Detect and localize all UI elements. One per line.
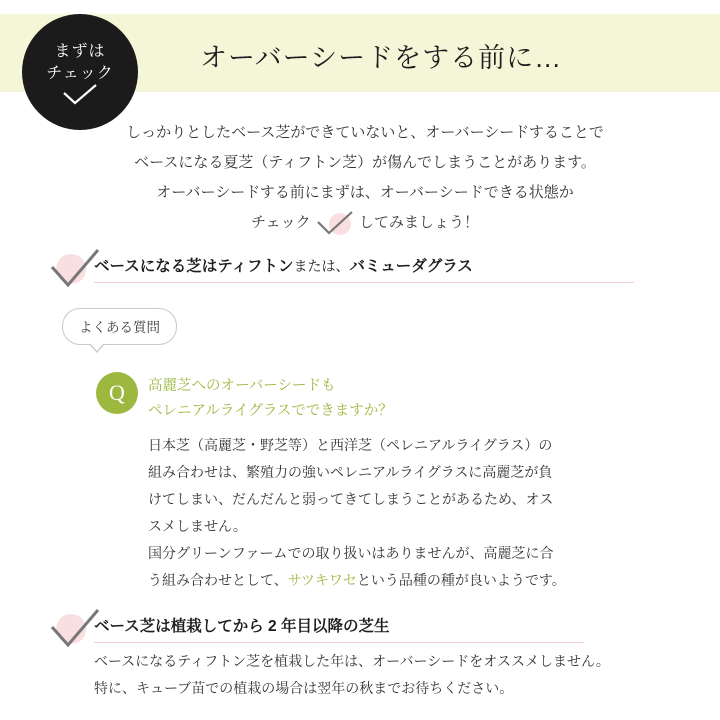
faq-bubble xyxy=(62,308,177,345)
intro-line-2: ベースになる夏芝（ティフトン芝）が傷んでしまうことがあります。 xyxy=(134,154,596,171)
body-line-2: 特に、キューブ苗での植栽の場合は翌年の秋までお待ちください。 xyxy=(94,680,514,696)
intro-line-4-after: してみましょう！ xyxy=(358,214,479,231)
section-title-bold: ベースになる芝はティフトン xyxy=(94,258,294,275)
check-icon xyxy=(62,84,98,106)
section-title xyxy=(94,254,473,276)
section-underline xyxy=(94,282,634,283)
badge-label-line1: まずは xyxy=(54,43,106,60)
faq-answer-line-6-before: う組み合わせとして、 xyxy=(148,572,288,588)
faq-question-line-2: ペレニアルライグラスでできますか？ xyxy=(148,403,393,419)
faq-answer-line-2: 組み合わせは、繁殖力の強いペレニアルライグラスに高麗芝が負 xyxy=(148,464,553,480)
intro-line-1: しっかりとしたベース芝ができていないと、オーバーシードすることで xyxy=(126,124,604,141)
faq-answer-line-6-after: という品種の種が良いようです。 xyxy=(356,572,566,588)
faq-answer xyxy=(148,432,668,594)
section-title-thin: または、 xyxy=(293,258,350,274)
question-marker xyxy=(96,372,138,414)
faq-answer-line-4: スメしません。 xyxy=(148,518,247,534)
section-title xyxy=(94,614,389,636)
faq-answer-highlight: サツキワセ xyxy=(287,572,357,588)
body-line-1: ベースになるティフトン芝を植栽した年は、オーバーシードをオススメしません。 xyxy=(94,653,610,669)
faq-answer-line-6 xyxy=(148,567,668,594)
check-badge xyxy=(22,14,138,130)
intro-line-4-before: チェック xyxy=(251,214,311,231)
faq-answer-line-3: けてしまい、だんだんと弱ってきてしまうことがあるため、オス xyxy=(148,491,554,507)
intro-line-3: オーバーシードする前にまずは、オーバーシードできる状態か xyxy=(156,184,574,201)
faq-question xyxy=(148,374,393,424)
badge-label-line2: チェック xyxy=(46,65,114,82)
faq-answer-line-1: 日本芝（高麗芝・野芝等）と西洋芝（ペレニアルライグラス）の xyxy=(148,437,553,453)
intro-paragraph xyxy=(60,118,670,238)
section-title-bold2: バミューダグラス xyxy=(349,258,473,275)
faq-answer-line-5: 国分グリーンファームでの取り扱いはありませんが、高麗芝に合 xyxy=(148,545,554,561)
intro-line-4 xyxy=(60,208,670,238)
faq-question-line-1: 高麗芝へのオーバーシードも xyxy=(148,378,336,394)
page-title: オーバーシードをする前に… xyxy=(200,43,563,73)
section-body-planting-year xyxy=(94,648,674,702)
section-underline xyxy=(94,642,584,643)
inline-check-wrap xyxy=(315,210,355,236)
section-title-bold: ベース芝は植栽してから 2 年目以降の芝生 xyxy=(94,618,390,635)
faq-bubble-label: よくある質問 xyxy=(79,320,160,335)
check-icon xyxy=(315,210,355,236)
question-marker-label: Q xyxy=(109,380,125,405)
